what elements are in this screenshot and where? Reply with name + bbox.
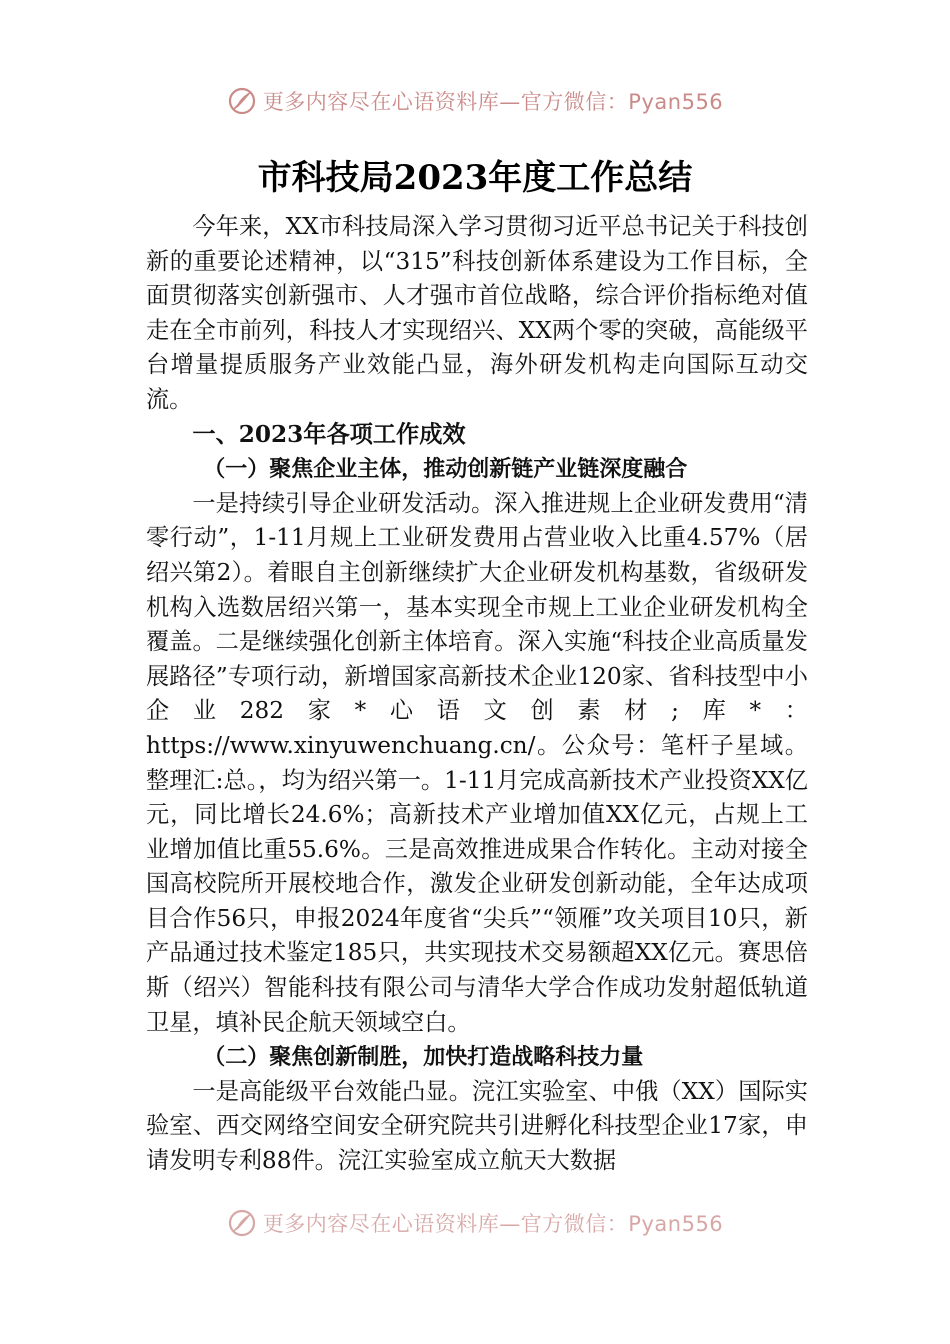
watermark-text: 更多内容尽在心语资料库—官方微信：Pyan556 [262,90,724,114]
watermark-bottom [0,1208,950,1238]
document-body [146,210,808,1179]
subsection-body-1: 一是持续引导企业研发活动。深入推进规上企业研发费用“清零行动”，1-11月规上工业研发费用占营业收入比重4.57%（居绍兴第2）。着眼自主创新继续扩大企业研发机构基数，省级研发机构入选数居绍兴第一，基本实现全市规上工业企业研发机构全覆盖。二是继续强化创新主体培育。深入实施“科技企业高质量发展路径”专项行动，新增国家高新技术企业120家、省科技型中小企业282家*心语文创素材;库*：https://www.xinyuwenchuang.cn/。公众号：笔杆子星域。整理汇:总。，均为绍兴第一。1-11月完成高新技术产业投资XX亿元，同比增长24.6%；高新技术产业增加值XX亿元，占规上工业增加值比重55.6%。三是高效推进成果合作转化。主动对接全国高校院所开展校地合作，激发企业研发创新动能，全年达成项目合作56只，申报2024年度省“尖兵”“领雁”攻关项目10只，新产品通过技术鉴定185只，共实现技术交易额超XX亿元。赛思倍斯（绍兴）智能科技有限公司与清华大学合作成功发射超低轨道卫星，填补民企航天领域空白。 [146,489,808,1036]
intro-paragraph: 今年来，XX市科技局深入学习贯彻习近平总书记关于科技创新的重要论述精神，以“315”科技创新体系建设为工作目标，全面贯彻落实创新强市、人才强市首位战略，综合评价指标绝对值走在全市前列，科技人才实现绍兴、XX两个零的突破，高能级平台增量提质服务产业效能凸显，海外研发机构走向国际互动交流。 [146,213,808,413]
watermark-top [0,86,950,116]
quill-logo-icon [227,1208,257,1238]
section-heading: 一、2023年各项工作成效 [192,420,466,448]
subsection-heading-1: （一）聚焦企业主体，推动创新链产业链深度融合 [203,456,688,483]
watermark-text: 更多内容尽在心语资料库—官方微信：Pyan556 [262,1212,724,1236]
document-title: 市科技局2023年度工作总结 [257,158,693,198]
subsection-body-2: 一是高能级平台效能凸显。浣江实验室、中俄（XX）国际实验室、西交网络空间安全研究院共引进孵化科技型企业17家，申请发明专利88件。浣江实验室成立航天大数据 [146,1077,808,1175]
quill-logo-icon [227,86,257,116]
subsection-heading-2: （二）聚焦创新制胜，加快打造战略科技力量 [203,1044,644,1071]
